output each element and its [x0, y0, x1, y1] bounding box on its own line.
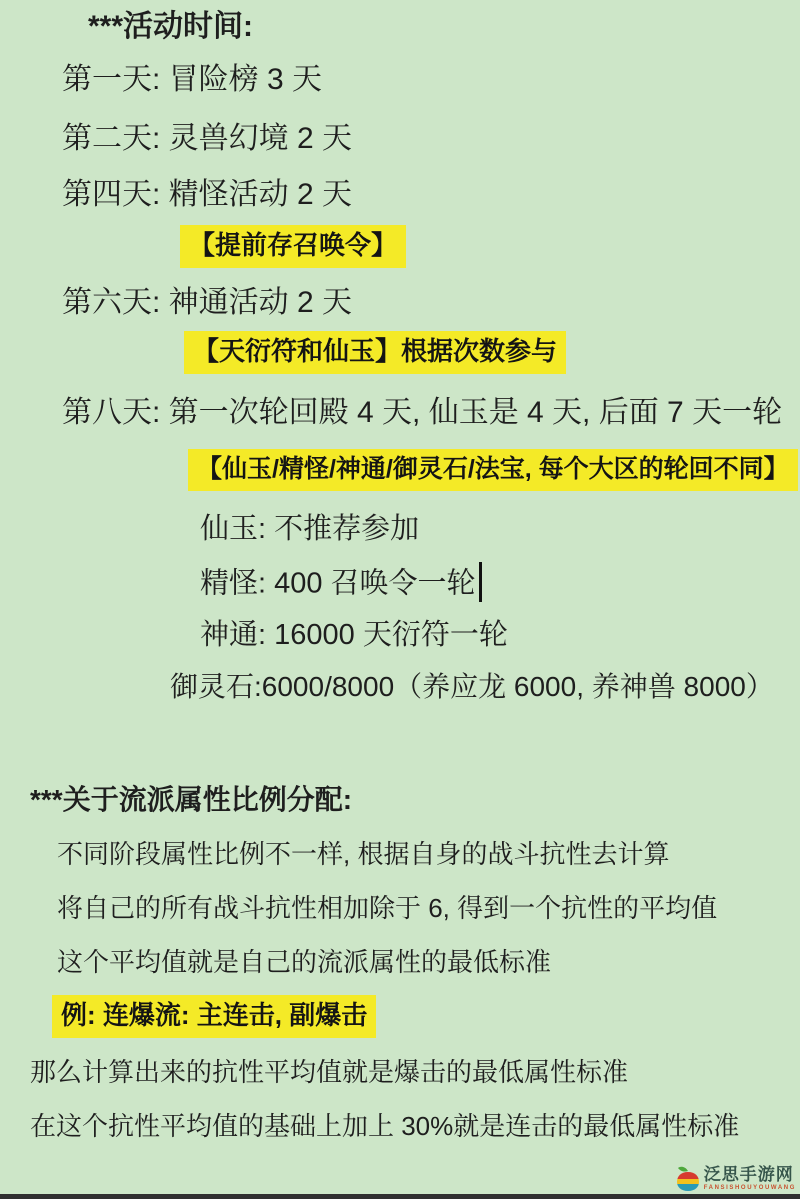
schedule-jingguai	[200, 565, 482, 605]
watermark-site-name: 泛思手游网	[703, 1164, 794, 1184]
attributes-line4: 那么计算出来的抗性平均值就是爆击的最低属性标准	[30, 1057, 629, 1087]
attributes-line2: 将自己的所有战斗抗性相加除于 6, 得到一个抗性的平均值	[57, 893, 718, 923]
schedule-jingguai-text: 精怪: 400 召唤令一轮	[200, 567, 476, 600]
watermark-site-name-latin: FANSISHOUYOUWANG	[703, 1184, 796, 1191]
highlight-save-summon	[180, 225, 406, 268]
striped-apple-logo-icon	[675, 1164, 701, 1192]
watermark-text-block	[704, 1166, 796, 1191]
highlight-tianyanfu-text: 【天衍符和仙玉】根据次数参与	[184, 331, 566, 374]
highlight-example-text: 例: 连爆流: 主连击, 副爆击	[52, 995, 376, 1038]
schedule-yulingshi: 御灵石:6000/8000（养应龙 6000, 养神兽 8000）	[170, 671, 774, 702]
highlight-regions-text: 【仙玉/精怪/神通/御灵石/法宝, 每个大区的轮回不同】	[188, 449, 798, 491]
schedule-shentong: 神通: 16000 天衍符一轮	[200, 619, 508, 651]
bottom-edge-bar	[0, 1194, 800, 1199]
schedule-day6: 第六天: 神通活动 2 天	[62, 286, 353, 319]
schedule-day8: 第八天: 第一次轮回殿 4 天, 仙玉是 4 天, 后面 7 天一轮	[62, 396, 783, 429]
highlight-save-summon-text: 【提前存召唤令】	[180, 225, 406, 268]
schedule-day2: 第二天: 灵兽幻境 2 天	[62, 122, 353, 155]
schedule-day4: 第四天: 精怪活动 2 天	[62, 178, 353, 211]
schedule-heading: ***活动时间:	[88, 10, 254, 43]
attributes-line3: 这个平均值就是自己的流派属性的最低标准	[57, 947, 552, 977]
schedule-day1: 第一天: 冒险榜 3 天	[62, 63, 323, 96]
text-cursor	[479, 562, 482, 602]
attributes-line5: 在这个抗性平均值的基础上加上 30%就是连击的最低属性标准	[30, 1111, 740, 1141]
highlight-example	[52, 995, 376, 1038]
attributes-heading: ***关于流派属性比例分配:	[30, 784, 353, 815]
highlight-regions	[188, 449, 798, 491]
site-watermark	[675, 1164, 796, 1192]
schedule-xianyu: 仙玉: 不推荐参加	[200, 513, 420, 545]
highlight-tianyanfu	[184, 331, 566, 374]
attributes-line1: 不同阶段属性比例不一样, 根据自身的战斗抗性去计算	[57, 839, 670, 869]
